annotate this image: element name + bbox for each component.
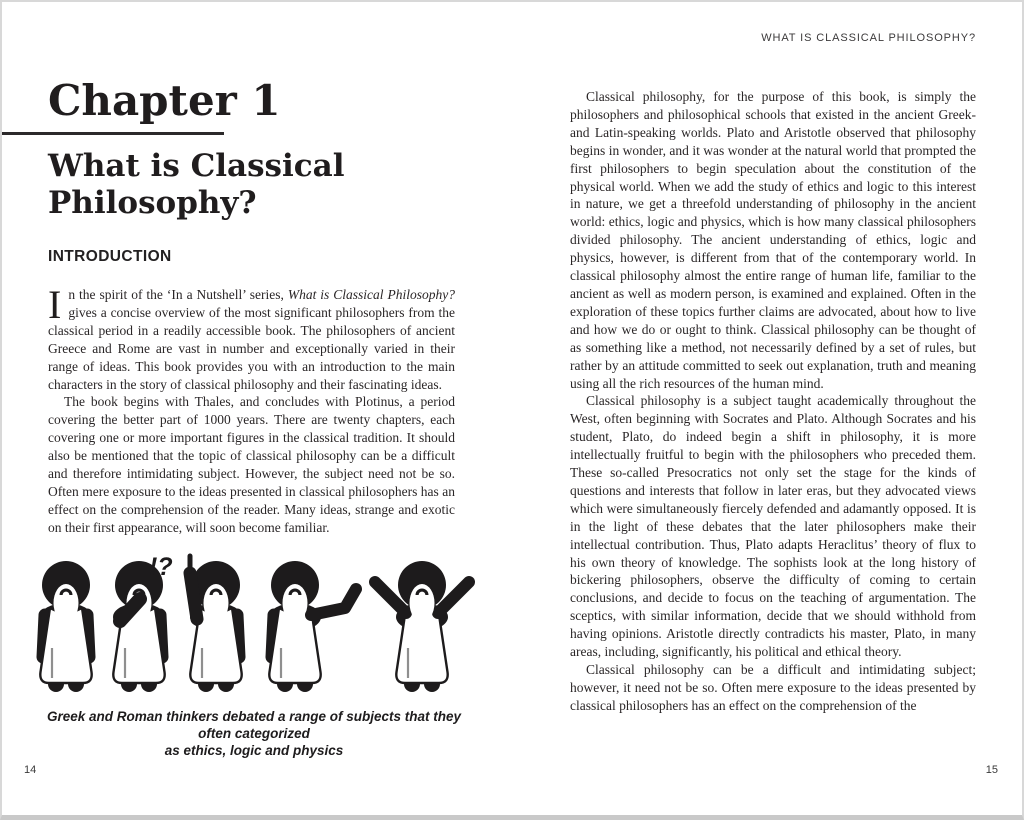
illustration-caption [38, 708, 470, 759]
chapter-rule [2, 132, 224, 135]
chapter-heading: Chapter 1 [48, 76, 281, 125]
left-page-text-column [48, 282, 455, 537]
caption-line2: as ethics, logic and physics [164, 743, 344, 758]
philosophers-illustration [36, 551, 506, 703]
philosopher-figure-pointing [269, 561, 356, 692]
exclamation-question-mark: !? [149, 553, 173, 581]
philosopher-figure-standing [40, 561, 92, 692]
drop-cap: I [48, 282, 62, 327]
right-paragraph-2: Classical philosophy is a subject taught academically throughout the West, often beginning with Socrates and Plato. Although Socrates and his student, Plato, do indeed begin a shift in philosophy, it is more intellectually fruitful to begin with the philosophers who preceded them. These so-called Presocratics not only set the stage for the kinds of questions and interests that follow in later eras, but they advocated views which were simultaneously fiercely defended and adamantly opposed. It is in the light of these debates that the later philosophers make their intellectual contribution. Thus, Plato adapts Heraclitus’ theory of flux to his own theory of knowledge. The sophists look at the long history of bickering philosophers, observe the difficulty of coming to certain conclusions, and decide to focus on the teaching of argumentation. The sceptics, with similar information, decide that we should withhold from having opinions. Aristotle directly contradicts his master, Plato, in many areas, including, significantly, his political and ethical theory. [570, 393, 976, 660]
philosopher-figure-facepalm [113, 553, 173, 692]
right-paragraph-3: Classical philosophy can be a difficult and intimidating subject; however, it need not be so. Often mere exposure to the ideas presented by classical philosophers has an effect on the comprehension of the [570, 662, 976, 713]
intro-paragraph-1 [48, 282, 455, 393]
running-header: WHAT IS CLASSICAL PHILOSOPHY? [761, 32, 976, 44]
paragraph-text: n the spirit of the ‘In a Nutshell’ series, [68, 287, 288, 302]
page-title-line1: What is Classical [48, 148, 345, 184]
page-title-line2: Philosophy? [48, 185, 257, 221]
caption-line1: Greek and Roman thinkers debated a range of subjects that they often categorized [46, 709, 462, 741]
intro-paragraph-2: The book begins with Thales, and concludes with Plotinus, a period covering the better part of 1000 years. There are twenty chapters, each covering one or more important figures in the classical tradition. It should also be mentioned that the topic of classical philosophy can be a difficult and therefore intimidating subject. However, the subject need not be so. Often mere exposure to the ideas presented in classical philosophers has an effect on the comprehension of the reader. Many ideas, strange and exotic on their first appearance, will soon become familiar. [48, 394, 455, 535]
philosopher-figure-arms-spread [375, 561, 469, 692]
philosopher-figure-finger-raised [190, 556, 242, 692]
right-page-text-column [570, 88, 976, 715]
philosophers-svg [36, 551, 506, 703]
page-number-right: 15 [985, 764, 998, 776]
page-title [48, 148, 368, 222]
paragraph-text: gives a concise overview of the most significant philosophers from the classical period in a readily accessible book. The philosophers of ancient Greece and Rome are vast in number and exceptionally varied in their range of ideas. This book provides you with an introduction to the main characters in the story of classical philosophy and their fascinating ideas. [48, 304, 455, 392]
section-heading: INTRODUCTION [48, 248, 172, 265]
book-title-italic: What is Classical Philosophy? [287, 287, 455, 302]
right-paragraph-1: Classical philosophy, for the purpose of this book, is simply the philosophers and philosophical schools that existed in the ancient Greek- and Latin-speaking worlds. Plato and Aristotle observed that philosophy begins in wonder, and it was wonder at the natural world that prompted the first philosophers to begin speculation about the constitution of the physical world. When we add the study of ethics and logic to this interest in nature, we get a threefold understanding of philosophy in the ancient world: ethics, logic and physics, which is how many classical philosophers divided philosophy. The ancient understanding of ethics, logic and physics, however, is different from that of the contemporary world. In classical philosophy almost the entire range of human life, familiar to the ancient as well as modern person, is examined and explained. Often in the exploration of these topics further claims are advocated, about how to live and how we do or ought to think. Classical philosophy can be thought of as something like a method, not necessarily defined by a set of rules, but rather by an attitude committed to seek out explanation, truth and meaning using all the rich resources of the human mind. [570, 89, 976, 391]
page-number-left: 14 [24, 764, 37, 776]
